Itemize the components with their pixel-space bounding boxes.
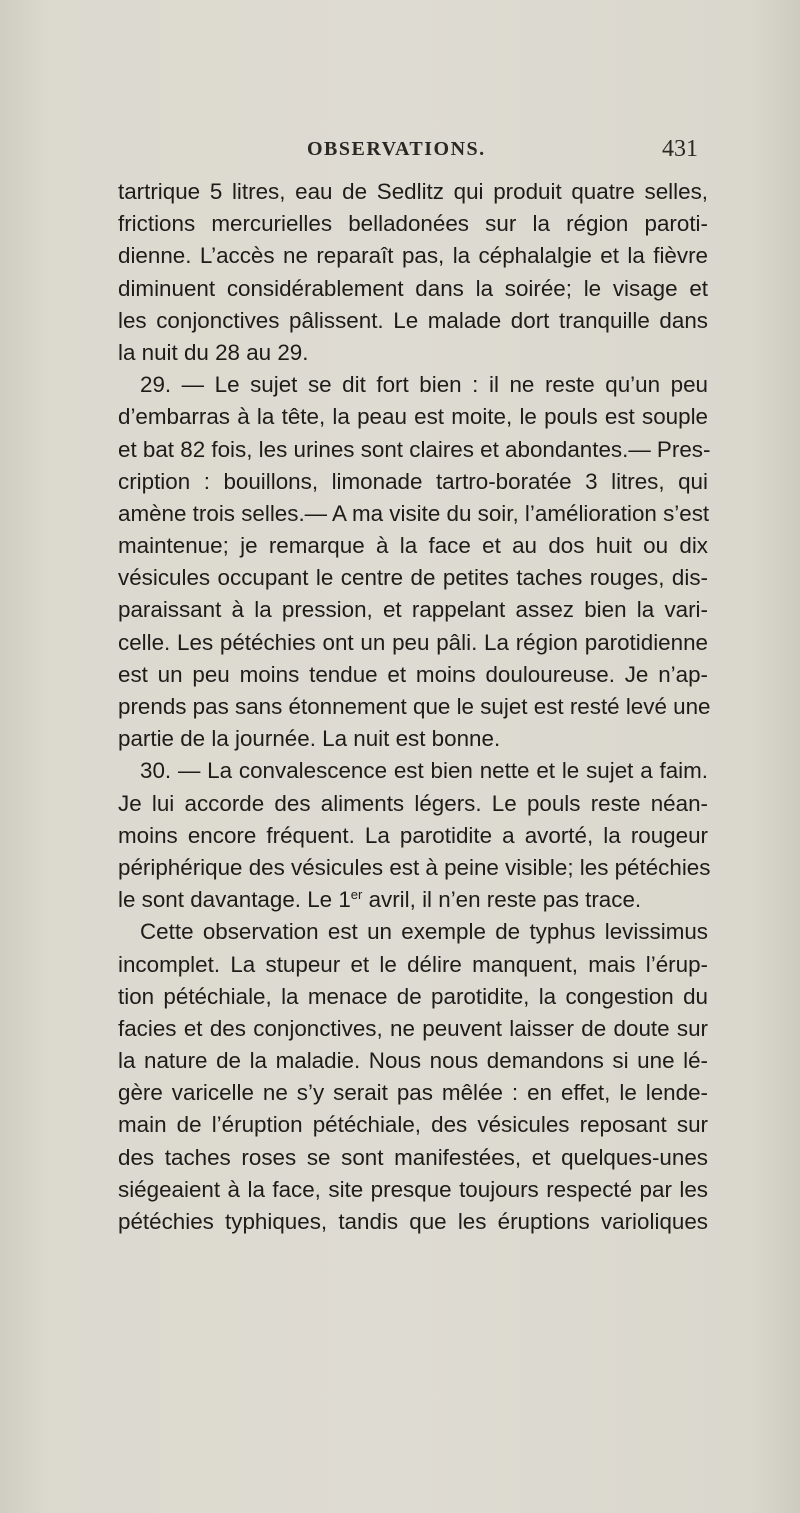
text-line: la nuit du 28 au 29. [118,339,309,365]
text-line: d’embarras à la tête, la peau est moite, le pouls est souple [118,404,708,430]
text-line: diminuent considérablement dans la soirée; le visage et [118,275,708,301]
text-line: paraissant à la pression, et rappelant assez bien la vari- [118,597,708,623]
text-line [118,884,708,916]
text-line: tartrique 5 litres, eau de Sedlitz qui produit quatre selles, [118,179,708,204]
text-line: cription : bouillons, limonade tartro-boratée 3 litres, qui [118,468,708,494]
text-line: les conjonctives pâlissent. Le malade dort tranquille dans [118,307,708,333]
text-line: gère varicelle ne s’y serait pas mêlée : en effet, le lende- [118,1080,708,1106]
text-line: tion pétéchiale, la menace de parotidite, la congestion du [118,983,708,1009]
text-line: facies et des conjonctives, ne peuvent laisser de doute sur [118,1015,708,1041]
text-line: des taches roses se sont manifestées, et quelques-unes [118,1144,708,1170]
text-line: celle. Les pétéchies ont un peu pâli. La région parotidienne [118,629,708,655]
text-line: 29. — Le sujet se dit fort bien : il ne reste qu’un peu [140,372,708,398]
text-line: amène trois selles.— A ma visite du soir, l’amélioration s’est [118,500,710,526]
text-line: est un peu moins tendue et moins douloureuse. Je n’ap- [118,661,708,687]
text-line: dienne. L’accès ne reparaît pas, la céphalalgie et la fièvre [118,243,708,269]
running-head: OBSERVATIONS. [307,138,486,160]
text-line: la nature de la maladie. Nous nous demandons si une lé- [118,1048,708,1074]
text-line: siégeaient à la face, site presque toujours respecté par les [118,1176,708,1202]
text-fragment: avril, il n’en reste pas trace. [362,887,642,913]
text-line: Je lui accorde des aliments légers. Le pouls reste néan- [118,790,708,816]
text-line: et bat 82 fois, les urines sont claires et abondantes.— Pres- [118,436,711,462]
page-number: 431 [662,136,698,162]
text-line: prends pas sans étonnement que le sujet est resté levé une [118,694,711,719]
text-line: maintenue; je remarque à la face et au dos huit ou dix [118,533,708,559]
text-line: partie de la journée. La nuit est bonne. [118,726,501,752]
text-line: pétéchies typhiques, tandis que les éruptions varioliques [118,1209,708,1234]
ordinal-superscript: er [350,887,363,903]
text-line: incomplet. La stupeur et le délire manquent, mais l’érup- [118,951,708,977]
text-line: main de l’éruption pétéchiale, des vésicules reposant sur [118,1112,708,1138]
body-text [118,176,711,1238]
text-line: vésicules occupant le centre de petites taches rouges, dis- [118,565,708,591]
text-line: moins encore fréquent. La parotidite a avorté, la rougeur [118,822,708,848]
text-fragment: le sont davantage. Le 1 [118,887,351,913]
text-line: Cette observation est un exemple de typhus levissimus [140,919,708,945]
text-line: 30. — La convalescence est bien nette et le sujet a faim. [140,758,708,784]
page-header [0,138,800,168]
text-line: périphérique des vésicules est à peine visible; les pétéchies [118,854,711,880]
text-line: frictions mercurielles belladonées sur la région paroti- [118,211,708,237]
